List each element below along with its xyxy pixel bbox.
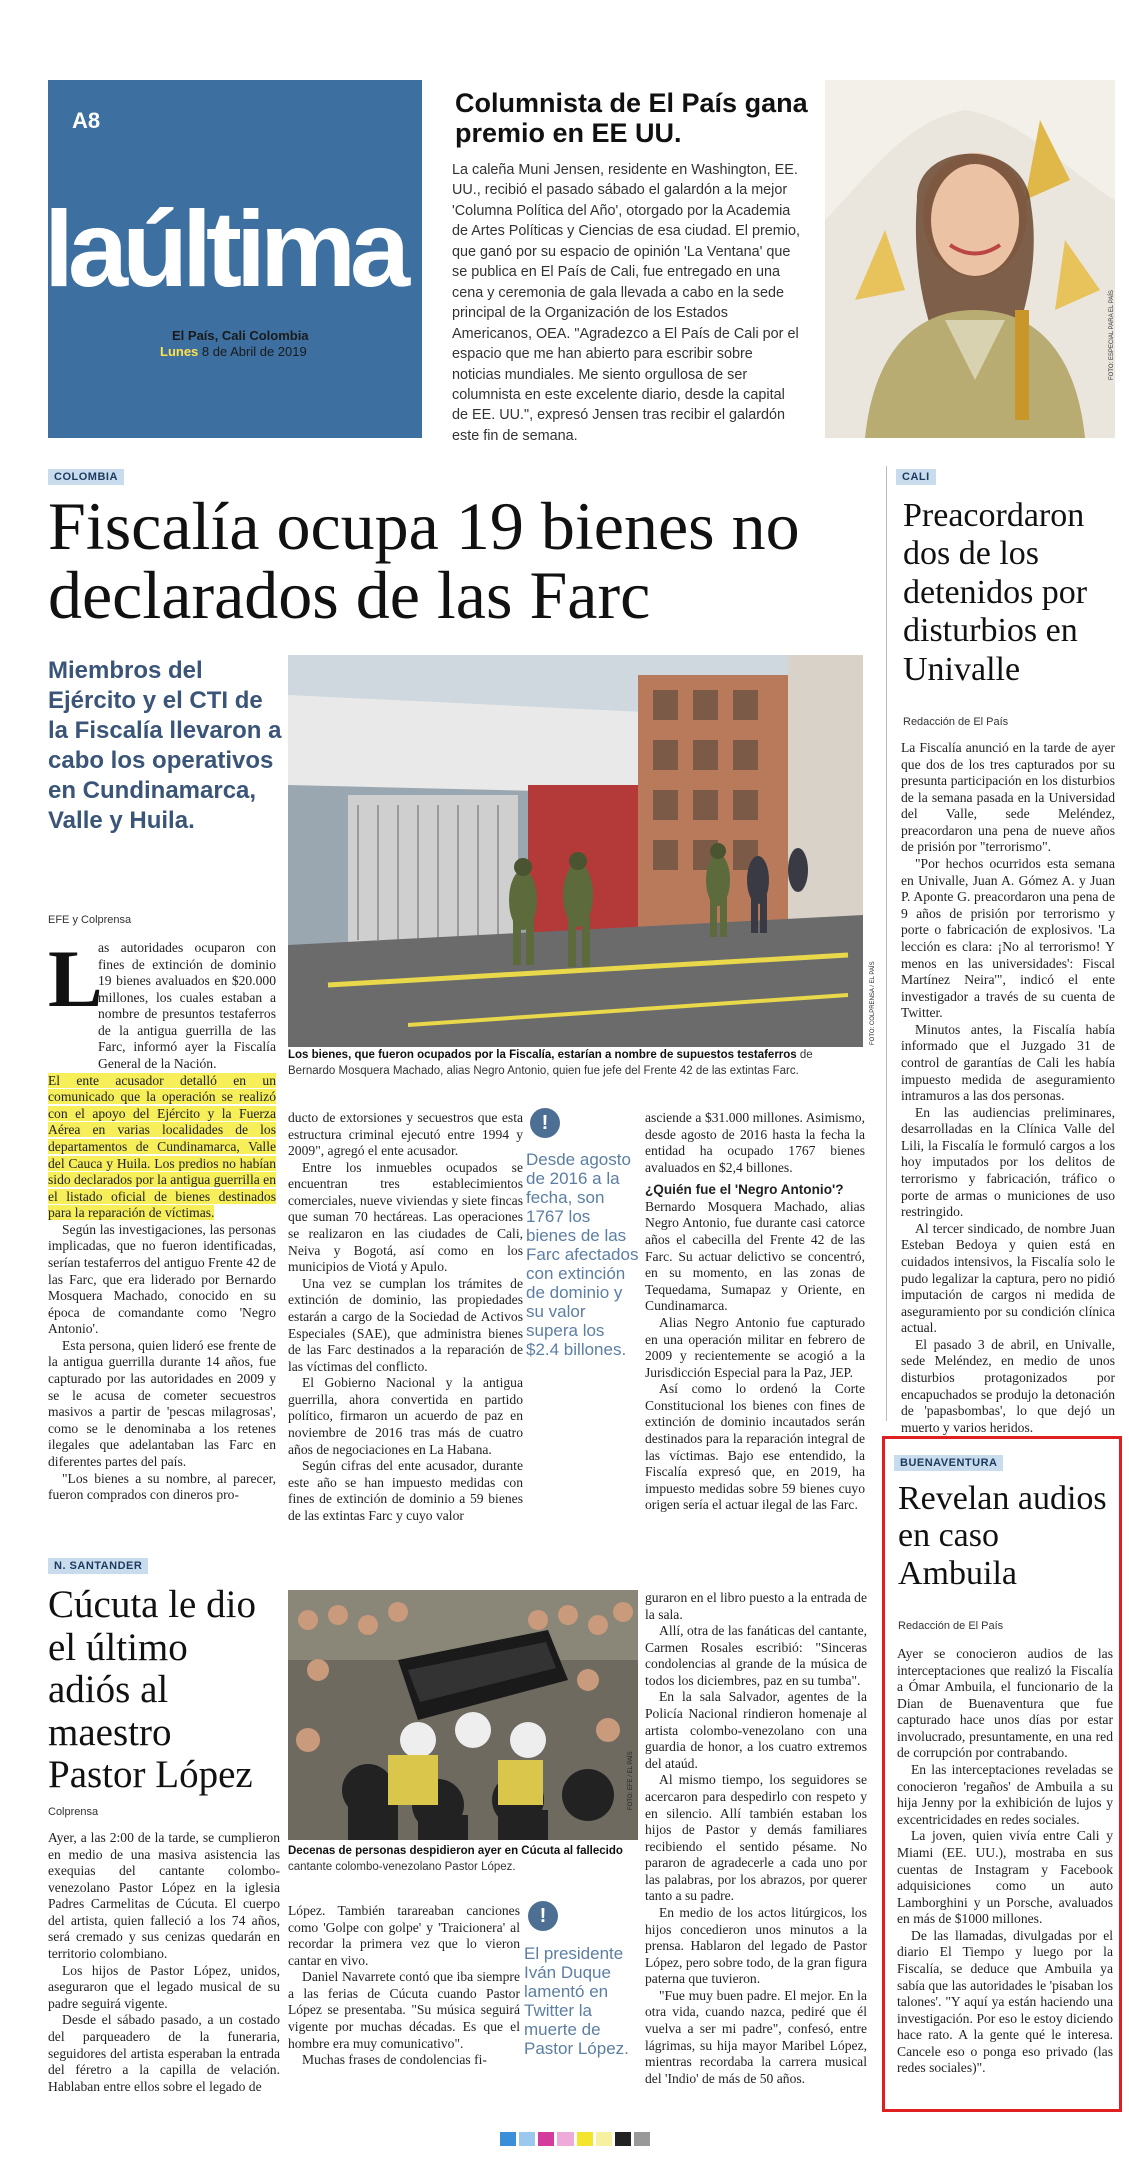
main-photo-caption — [288, 1048, 863, 1079]
body-paragraph: López. También tarareaban canciones como 'Golpe con golpe' y 'Traicionera' al recordar la primera vez que lo vieron cantar en vivo. — [288, 1903, 520, 1968]
top-story-title: Columnista de El País gana premio en EE UU. — [455, 88, 808, 149]
body-paragraph: Los hijos de Pastor López, unidos, aseguraron que el legado musical de su padre seguirá vigente. — [48, 1962, 280, 2011]
santander-caption-rest: cantante colombo-venezolano Pastor López. — [288, 1860, 516, 1873]
color-swatch — [596, 2132, 612, 2146]
section-tag-santander: N. SANTANDER — [48, 1558, 148, 1574]
main-column-3 — [645, 1110, 865, 1514]
santander-photo-caption — [288, 1844, 638, 1875]
buenaventura-body — [897, 1646, 1113, 2077]
body-paragraph: El pasado 3 de abril, en Univalle, sede Meléndez, en medio de unos disturbios protagonizados por encapuchados se produjo la detonación de 'papasbombas', lo que dejó un muerto y varios heridos. — [901, 1336, 1115, 1435]
body-paragraph: Bernardo Mosquera Machado, alias Negro Antonio, fue durante casi catorce años el cabecilla del Frente 42 de las Farc. Su actuar delictivo se concentró, en su momento, en las zonas de Tequedama, Sumapaz y Oriente, en Cundinamarca. — [645, 1198, 865, 1314]
body-paragraph: Daniel Navarrete contó que iba siempre a las ferias de Cúcuta cuando Pastor López se presentaba. "Su música seguirá vigente por muchas décadas. Es que el hombre era muy comunicativo". — [288, 1969, 520, 2051]
color-swatch — [577, 2132, 593, 2146]
edition-day: Lunes — [160, 344, 199, 359]
body-paragraph: Allí, otra de las fanáticas del cantante, Carmen Rosales escribió: "Sinceras condolencias al grande de la música de todos los diciembres, paz en su tumba". — [645, 1623, 867, 1688]
body-paragraph: Desde el sábado pasado, a un costado del parqueadero de la funeraria, seguidores del artista esperaban la entrada del féretro a la capilla de velación. Hablaban entre ellos sobre el legado de — [48, 2012, 280, 2094]
main-caption-bold: Los bienes, que fueron ocupados por la Fiscalía, estarían a nombre de supuestos testaferros — [288, 1049, 797, 1061]
main-deck: Miembros del Ejército y el CTI de la Fiscalía llevaron a cabo los operativos en Cundinamarca, Valle y Huila. — [48, 657, 282, 834]
body-paragraph: En las interceptaciones reveladas se conocieron 'regaños' de Ambuila a su hija Jenny por la exhibición de lujos y excentricidades en redes sociales. — [897, 1762, 1113, 1827]
main-fact-box: Desde agosto de 2016 a la fecha, son 1767 los bienes de las Farc afectados con extinción de dominio y su valor supera los $2.4 billones. — [526, 1150, 639, 1360]
main-byline: EFE y Colprensa — [48, 914, 132, 926]
body-paragraph: Así como lo ordenó la Corte Constitucional los bienes con fines de extinción de dominio incautados serán destinados para la reparación integral de las víctimas. Bajo ese entendido, la Fiscalía expresó que, en 2019, ha impuesto medidas sobre 59 bienes cuyo origen sería el actuar ilegal de las Farc. — [645, 1381, 865, 1513]
body-paragraph: Ayer se conocieron audios de las interceptaciones que realizó la Fiscalía a Ómar Ambuila, el funcionario de la Dian de Buenaventura que fue capturado hace unos días por estar involucrado, presuntamente, en una red de corrupción por contrabando. — [897, 1646, 1113, 1761]
body-paragraph: "Fue muy buen padre. El mejor. En la otra vida, cuando nazca, pediré que él vuelva a ser mi padre", confesó, entre lágrimas, su hija mayor Maribel López, mientras recordaba la carrera musical del 'Indio' de más de 50 años. — [645, 1987, 867, 2086]
section-tag-cali: CALI — [896, 469, 936, 485]
cali-headline: Preacordaron dos de los detenidos por disturbios en Univalle — [903, 497, 1088, 688]
exclamation-icon: ! — [528, 1901, 558, 1931]
body-paragraph: Alias Negro Antonio fue capturado en una operación militar en febrero de 2009 y recientemente se acogió a la Jurisdicción Especial para la Paz, JEP. — [645, 1314, 865, 1380]
edition-date: 8 de Abril de 2019 — [201, 344, 307, 359]
body-paragraph: Entre los inmuebles ocupados se encuentran tres establecimientos comerciales, nueve viviendas y siete fincas que suman 70 hectáreas. Las operaciones se realizaron en las ciudades de Cali, Neiva y Bogotá, así como en los municipios de Viotá y Apulo. — [288, 1159, 523, 1275]
cali-body — [901, 740, 1115, 1436]
body-paragraph: Al tercer sindicado, de nombre Juan Esteban Bedoya y quien está en cuidados intensivos, la Fiscalía solo le pudo legalizar la captura, pero no pidió imputación de cargos ni medida de aseguramiento por su condición clínica actual. — [901, 1220, 1115, 1336]
section-tag-colombia: COLOMBIA — [48, 469, 124, 485]
santander-column-1 — [48, 1830, 280, 2095]
body-paragraph: Muchas frases de condolencias fi- — [302, 2052, 487, 2068]
edition-city: El País, Cali Colombia — [172, 328, 309, 343]
body-paragraph: En las audiencias preliminares, desarrolladas en la Clínica Valle del Lili, la Fiscalía le formuló cargos a los hoy imputados por los delitos de terrorismo y fabricación, tráfico o porte de armas o municiones de uso restringido. — [901, 1104, 1115, 1220]
columnist-portrait-photo — [825, 80, 1115, 438]
color-swatch — [500, 2132, 516, 2146]
buenaventura-headline: Revelan audios en caso Ambuila — [898, 1480, 1107, 1592]
top-story-body: La caleña Muni Jensen, residente en Washington, EE. UU., recibió el pasado sábado el galardón a la mejor 'Columna Política del Año', otorgado por la Academia de Artes Políticas y Ciencias de esa ciudad. El premio, que ganó por su espacio de opinión 'La Ventana' que se publica en El País de Cali, fue entregado en una cena y ceremonia de gala llevada a cabo en la sede principal de la Organización de los Estados Americanos, OEA. "Agradezco a El País de Cali por el espacio que me han abierto para escribir sobre noticias mundiales. Me siento orgullosa de ser columnista en este excelente diario, desde la capital de EE. UU.", expresó Jensen tras recibir el galardón este fin de semana. — [452, 162, 800, 444]
exclamation-icon: ! — [530, 1108, 560, 1138]
color-swatch — [557, 2132, 573, 2146]
body-paragraph: "Por hechos ocurridos esta semana en Univalle, Juan A. Gómez A. y Juan P. Aponte G. preacordaron una pena de 9 años de prisión por terrorismo y porte o fabricación de explosivos. 'La lección es clara: ¡No al terrorismo! Y menos en las universidades': Fiscal Martínez Neira'", indicó el ente investigador a través de su cuenta de Twitter. — [901, 856, 1115, 1021]
portrait-photo-credit: FOTO: ESPECIAL PARA EL PAÍS — [1109, 290, 1115, 380]
soldiers-building-photo — [288, 655, 863, 1047]
main-subhead: ¿Quién fue el 'Negro Antonio'? — [645, 1182, 844, 1198]
body-paragraph: Esta persona, quien lideró ese frente de la antigua guerrilla durante 14 años, fue capturado por las autoridades en 2009 y se le acusa de cometer secuestros masivos a partir de 'pescas milagrosas', como se le denominaba a los retenes ilegales que adelantaban las Farc en diferentes partes del país. — [48, 1337, 276, 1469]
main-caption-rest: de Bernardo Mosquera Machado, alias Negro Antonio, quien fue jefe del Frente 42 de las extintas Farc. — [288, 1049, 813, 1077]
body-paragraph: En la sala Salvador, agentes de la Policía Nacional rindieron homenaje al artista colombo-venezolano con una guardia de honor, a los cuatro extremos del ataúd. — [645, 1689, 867, 1771]
santander-caption-bold: Decenas de personas despidieron ayer en Cúcuta al fallecido — [288, 1845, 623, 1857]
santander-byline: Colprensa — [48, 1806, 99, 1818]
page-number: A8 — [72, 108, 101, 133]
body-paragraph: Ayer, a las 2:00 de la tarde, se cumplieron en medio de una masiva asistencia las exequias del cantante colombo-venezolano Pastor López en la iglesia Padres Carmelitas de Cúcuta. El cuerpo del artista, quien falleció a los 74 años, será cremado y sus cenizas quedarán en territorio colombiano. — [48, 1830, 280, 1962]
body-paragraph: "Los bienes a su nombre, al parecer, fueron comprados con dineros pro- — [48, 1470, 276, 1503]
main-column-1 — [48, 933, 276, 1504]
body-paragraph: La joven, quien vivía entre Cali y Miami (EE. UU.), mostraba en sus cuentas de Instagram y Facebook adquisiciones como un auto Lamborghini y un Porsche, avaluados en más de $1000 millones. — [897, 1828, 1113, 1927]
color-swatch — [519, 2132, 535, 2146]
funeral-crowd-photo — [288, 1590, 638, 1840]
main-dropcap: L — [48, 933, 103, 1024]
body-paragraph: Al mismo tiempo, los seguidores se acercaron para despedirlo con respeto y en silencio. Allí también estaban los hijos de Pastor y demás familiares recibiendo el sentido pésame. No pararon de agradecerle a cada uno por las palabras, por los abrazos, por querer tanto a su padre. — [645, 1772, 867, 1904]
body-paragraph: Minutos antes, la Fiscalía había informado que el Juzgado 31 de control de garantías de Cali les había impuesto medida de aseguramiento intramuros a las dos personas. — [901, 1021, 1115, 1104]
santander-fact-box: El presidente Iván Duque lamentó en Twitter la muerte de Pastor López. — [524, 1944, 629, 2059]
edition-date-line — [160, 344, 307, 359]
body-paragraph: guraron en el libro puesto a la entrada de la sala. — [645, 1590, 867, 1622]
highlighted-text: El ente acusador detalló en un comunicado que la operación se realizó con el apoyo del Ejército y la Fuerza Aérea en varias localidades de los departamentos de Cundinamarca, Valle del Cauca y Huila. Los predios no habían sido declarados por la antigua guerrilla en el listado oficial de bienes destinados para la reparación de víctimas. — [48, 1072, 276, 1221]
body-paragraph: La Fiscalía anunció en la tarde de ayer que dos de los tres capturados por su presunta participación en los disturbios de la semana pasada en la Universidad del Valle, sede Meléndez, preacordaron una pena de nueve años de prisión por "terrorismo". — [901, 740, 1115, 855]
color-swatch — [634, 2132, 650, 2146]
body-paragraph: ducto de extorsiones y secuestros que esta estructura criminal ejecutó entre 1994 y 2009", agregó el ente acusador. — [288, 1110, 523, 1159]
body-paragraph: Según cifras del ente acusador, durante este año se han impuesto medidas con fines de extinción de dominio a 59 bienes de las extintas Farc y cuyo valor — [288, 1458, 523, 1523]
body-paragraph: De las llamadas, divulgadas por el diario El Tiempo y luego por la Fiscalía, se deduce que Ambuila ya sabía que las autoridades le 'pisaban los talones'. "Y aquí ya están haciendo una investigación. Por eso le estoy diciendo hace rato. A la gente qué le interesa. Cancele eso o ponga eso privado (las redes sociales)". — [897, 1927, 1113, 2076]
body-paragraph: asciende a $31.000 millones. Asimismo, desde agosto de 2016 hasta la fecha la entidad ha ocupado 1767 bienes avaluados en $2,4 billones. — [645, 1110, 865, 1175]
main-highlight-paragraph — [48, 1073, 276, 1222]
body-paragraph: Una vez se cumplan los trámites de extinción de dominio, las propiedades estarán a cargo de la Sociedad de Activos Especiales (SAE), que administra bienes de las Farc destinados a la reparación de las víctimas del conflicto. — [288, 1275, 523, 1374]
body-paragraph: El Gobierno Nacional y la antigua guerrilla, ahora convertida en partido político, firmaron un acuerdo de paz en noviembre de 2016 tras más de cuatro años de negociaciones en La Habana. — [288, 1375, 523, 1457]
santander-photo-credit: FOTO: EFE / EL PAÍS — [628, 1751, 634, 1810]
cali-byline: Redacción de El País — [903, 716, 1009, 728]
santander-column-3 — [645, 1590, 867, 2087]
main-photo-credit: FOTO: COLPRENSA / EL PAÍS — [870, 961, 876, 1045]
body-paragraph: En medio de los actos litúrgicos, los hijos concedieron unos minutos a la prensa. Hablaron del legado de Pastor López, pero sobre todo, de la gran figura paterna que tuvieron. — [645, 1904, 867, 1987]
main-lead-paragraph: as autoridades ocuparon con fines de extinción de dominio 19 bienes avaluados en $20.000 millones, los cuales estaban a nombre de presuntos testaferros de la antigua guerrilla de las Farc, informó ayer la Fiscalía General de la Nación. — [98, 940, 276, 1072]
main-column-2 — [288, 1110, 523, 1524]
main-headline: Fiscalía ocupa 19 bienes no declarados de las Farc — [48, 488, 800, 634]
section-logo: laúltima — [44, 188, 405, 309]
print-color-bar — [500, 2132, 650, 2146]
color-swatch — [538, 2132, 554, 2146]
color-swatch — [615, 2132, 631, 2146]
body-paragraph: Según las investigaciones, las personas implicadas, que no fueron identificadas, serían testaferros del antiguo Frente 42 de las Farc, que era liderado por Bernardo Mosquera Machado, conocido en su época de comandante como 'Negro Antonio'. — [48, 1221, 276, 1337]
santander-column-2 — [288, 1903, 520, 2069]
section-tag-buenaventura: BUENAVENTURA — [894, 1455, 1003, 1471]
column-divider — [886, 466, 887, 1421]
santander-headline: Cúcuta le dio el último adiós al maestro Pastor López — [48, 1583, 256, 1796]
buenaventura-byline: Redacción de El País — [898, 1620, 1004, 1632]
